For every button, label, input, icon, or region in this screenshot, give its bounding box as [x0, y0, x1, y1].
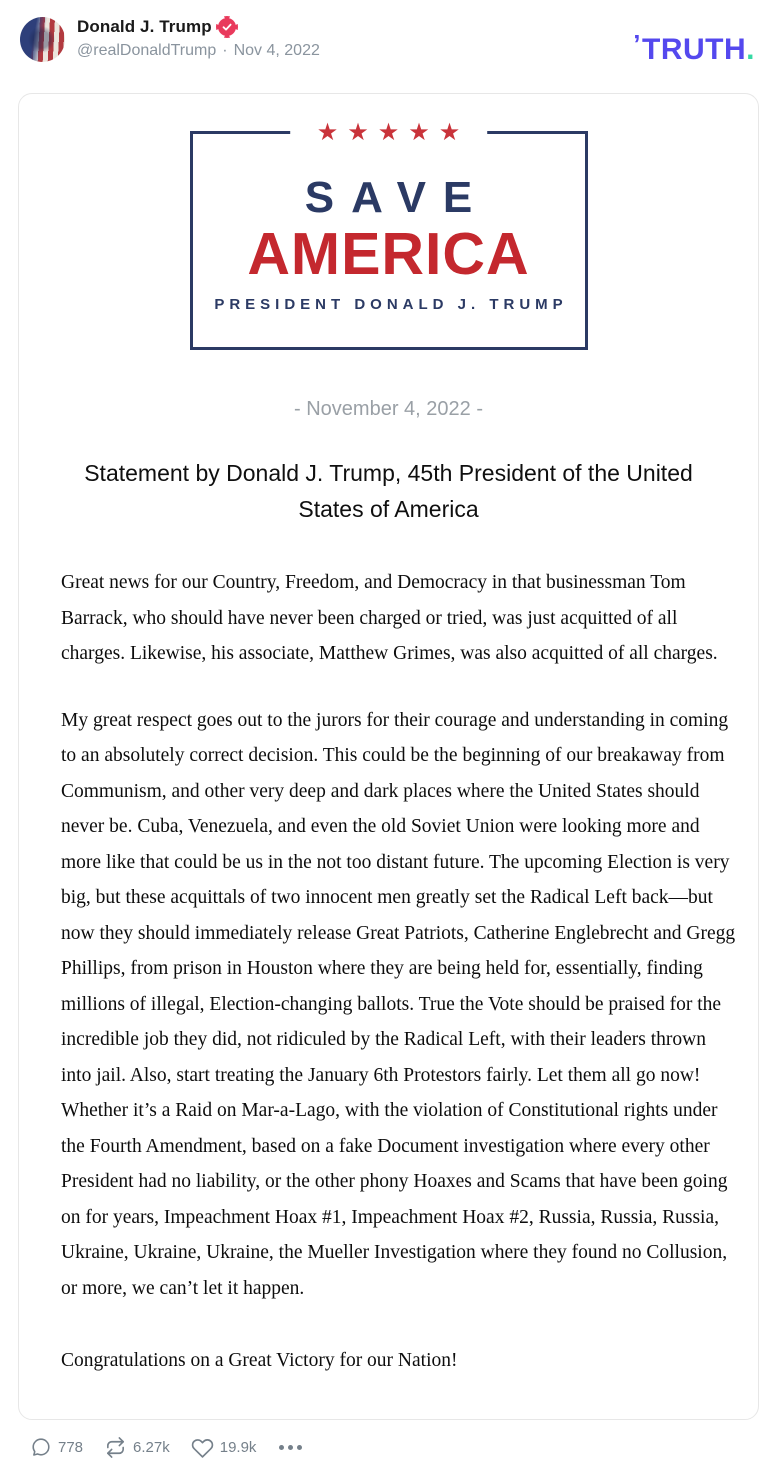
- logo-wordmark: TRUTH: [642, 33, 747, 66]
- truth-social-logo[interactable]: [633, 29, 755, 67]
- statement-paragraph: My great respect goes out to the jurors for their courage and understanding in coming to an absolutely correct decision. This could be the beginning of our breakaway from Communism, and other very deep and dark places where the United States should never be. Cuba, Venezuela, and even the old Soviet Union were looking more and more like that could be us in the not too distant future. The upcoming Election is very big, but these acquittals of two innocent men greatly set the Radical Left back—but now they should immediately release Great Patriots, Catherine Englebrecht and Gregg Phillips, from prison in Houston where they are being held for, essentially, finding millions of illegal, Election-changing ballots. True the Vote should be praised for the incredible job they did, not ridiculed by the Radical Left, with their leaders thrown into jail. Also, start treating the January 6th Protestors fairly. Let them all go now! Whether it’s a Raid on Mar-a-Lago, with the violation of Constitutional rights under the Fourth Amendment, based on a fake Document investigation where every other President had no liability, or the other phony Hoaxes and Scams that have been going on for years, Impeachment Hoax #1, Impeachment Hoax #2, Russia, Russia, Russia, Ukraine, Ukraine, Ukraine, the Mueller Investigation where they found no Collusion, or more, we can’t let it happen.: [61, 709, 736, 1299]
- like-count: 19.9k: [219, 1438, 257, 1456]
- heart-icon: [191, 1436, 214, 1459]
- statement-body: [19, 565, 758, 1379]
- statement-sign-off: Congratulations on a Great Victory for our Nation!: [61, 1350, 458, 1372]
- verified-badge-icon: [218, 18, 236, 36]
- reply-button[interactable]: [30, 1436, 83, 1458]
- avatar[interactable]: [20, 17, 65, 62]
- logo-save-text: SAVE: [304, 173, 490, 222]
- logo-teal-dot: .: [746, 33, 755, 66]
- post-date[interactable]: Nov 4, 2022: [233, 42, 320, 59]
- more-options-button[interactable]: [277, 1441, 304, 1454]
- post-header: [0, 0, 777, 67]
- dot: [279, 1445, 284, 1450]
- save-america-logo: [190, 119, 588, 350]
- retruth-icon: [104, 1436, 127, 1459]
- logo-america-text: AMERICA: [247, 221, 530, 288]
- statement-image[interactable]: [18, 93, 759, 1420]
- logo-quote-mark: ’: [633, 29, 641, 59]
- dot: [288, 1445, 293, 1450]
- logo-president-text: PRESIDENT DONALD J. TRUMP: [214, 296, 568, 314]
- statement-date-line: - November 4, 2022 -: [294, 398, 483, 421]
- author-info: [77, 17, 633, 60]
- dot: [297, 1445, 302, 1450]
- reply-icon: [30, 1436, 52, 1458]
- stars-row: ★★★★★: [290, 118, 488, 148]
- separator-dot: ·: [222, 42, 228, 59]
- retruth-count: 6.27k: [133, 1438, 170, 1456]
- statement-paragraph: Great news for our Country, Freedom, and Democracy in that businessman Tom Barrack, who should have never been charged or tried, was just acquitted of all charges. Likewise, his associate, Matthew Grimes, was also acquitted of all charges.: [61, 572, 718, 665]
- statement-title: Statement by Donald J. Trump, 45th President of the United States of America: [84, 460, 693, 523]
- engagement-bar: [0, 1420, 777, 1459]
- reply-count: 778: [58, 1438, 84, 1456]
- author-display-name[interactable]: Donald J. Trump: [77, 17, 212, 36]
- like-button[interactable]: [191, 1436, 257, 1459]
- author-handle[interactable]: @realDonaldTrump: [77, 42, 217, 59]
- retruth-button[interactable]: [104, 1436, 170, 1459]
